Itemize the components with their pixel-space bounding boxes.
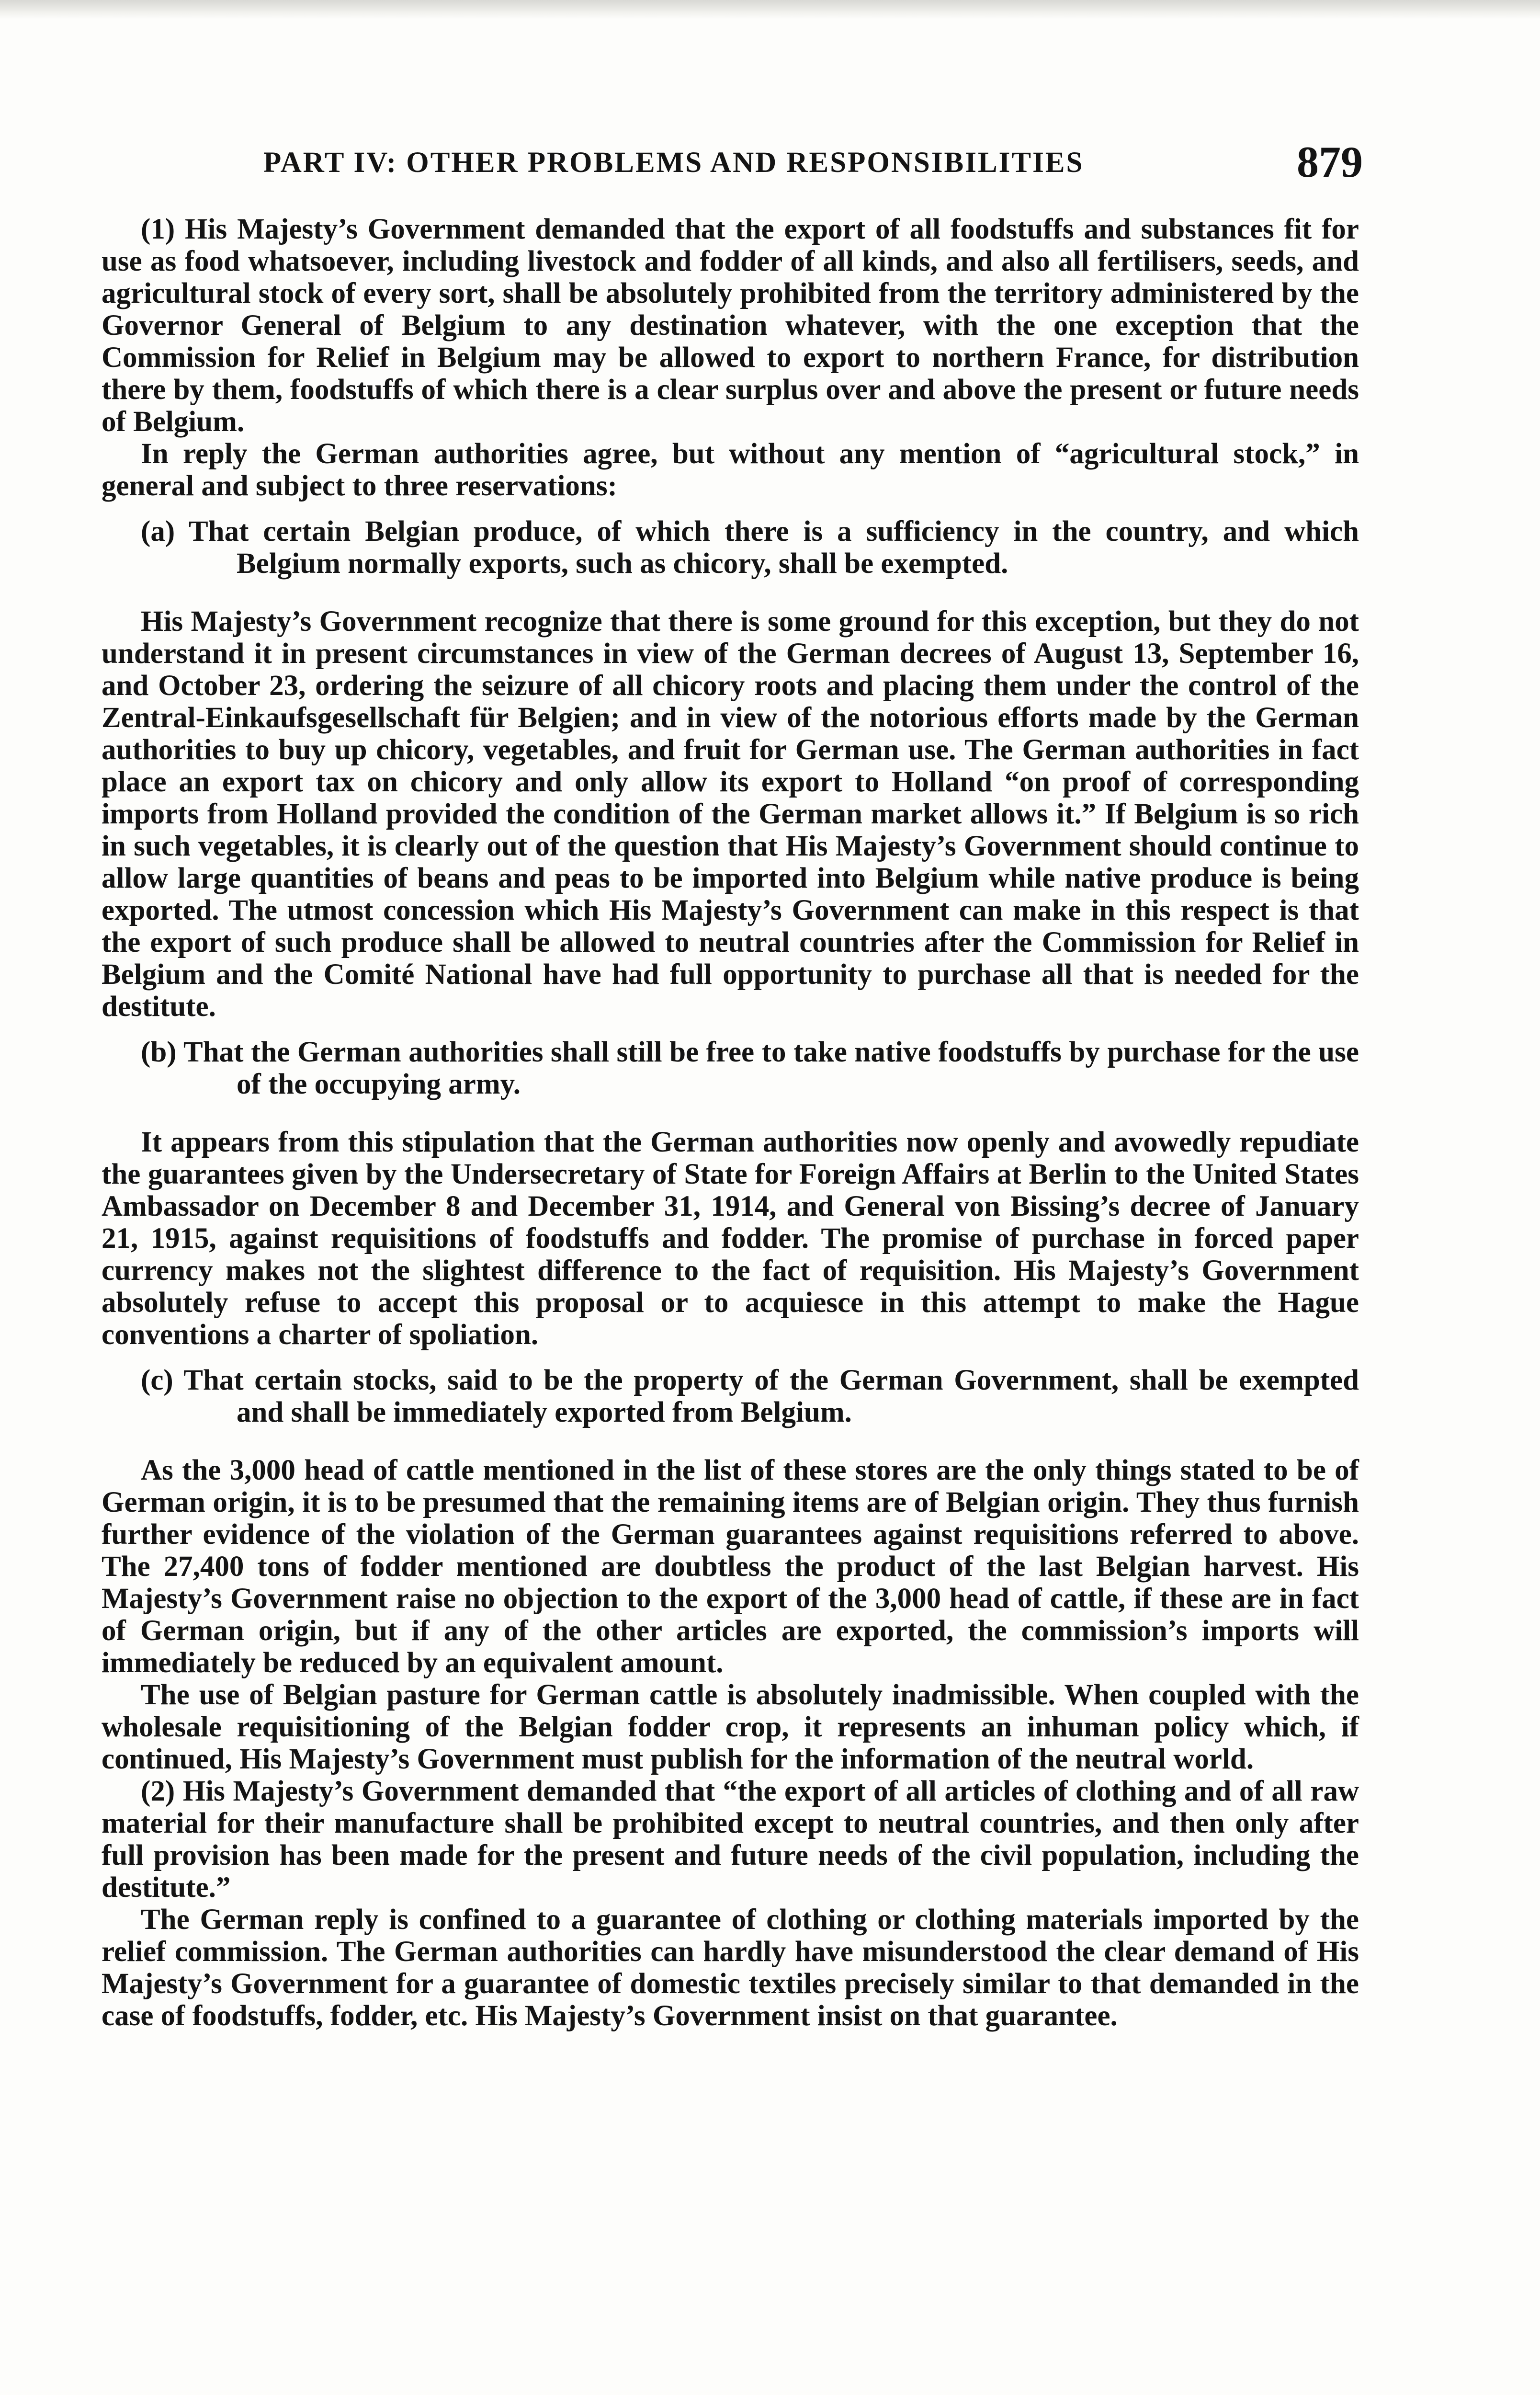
paragraph-cattle-response: As the 3,000 head of cattle mentioned in the list of these stores are the only things stated to be of German origin, it is to be presumed that the remaining items are of Belgian origin. They thus furnish further evidence of the violation of the German guarantees against requisitions referred to above. The 27,400 tons of fodder mentioned are doubtless the product of the last Belgian harvest. His Majesty’s Government raise no objection to the export of the 3,000 head of cattle, if these are in fact of German origin, but if any of the other articles are exported, the commission’s imports will immediately be reduced by an equivalent amount. — [102, 1454, 1359, 1679]
reservation-c: (c) That certain stocks, said to be the property of the German Government, shall be exempted and shall be immediately exported from Belgium. — [141, 1364, 1359, 1428]
page-body — [102, 213, 1359, 2032]
paragraph-chicory-response: His Majesty’s Government recognize that there is some ground for this exception, but they do not understand it in present circumstances in view of the German decrees of August 13, September 16, and October 23, ordering the seizure of all chicory roots and placing them under the control of the Zentral-Einkaufsgesellschaft für Belgien; and in view of the notorious efforts made by the German authorities to buy up chicory, vegetables, and fruit for German use. The German authorities in fact place an export tax on chicory and only allow its export to Holland “on proof of corresponding imports from Holland provided the condition of the German market allows it.” If Belgium is so rich in such vegetables, it is clearly out of the question that His Majesty’s Government should continue to allow large quantities of beans and peas to be imported into Belgium while native produce is being exported. The utmost concession which His Majesty’s Government can make in this respect is that the export of such produce shall be allowed to neutral countries after the Commission for Relief in Belgium and the Comité National have had full opportunity to purchase all that is needed for the destitute. — [102, 605, 1359, 1023]
paragraph-export-demand: (1) His Majesty’s Government demanded that the export of all foodstuffs and substances fit for use as food whatsoever, including livestock and fodder of all kinds, and also all fertilisers, seeds, and agricultural stock of every sort, shall be absolutely prohibited from the territory administered by the Governor General of Belgium to any destination whatever, with the one exception that the Commission for Relief in Belgium may be allowed to export to northern France, for distribution there by them, foodstuffs of which there is a clear surplus over and above the present or future needs of Belgium. — [102, 213, 1359, 438]
reservation-a: (a) That certain Belgian produce, of which there is a sufficiency in the country, and which Belgium normally exports, such as chicory, shall be exempted. — [141, 515, 1359, 580]
paragraph-requisition-response: It appears from this stipulation that the German authorities now openly and avowedly repudiate the guarantees given by the Undersecretary of State for Foreign Affairs at Berlin to the United States Ambassador on December 8 and December 31, 1914, and General von Bissing’s decree of January 21, 1915, against requisitions of foodstuffs and fodder. The promise of purchase in forced paper currency makes not the slightest difference to the fact of requisition. His Majesty’s Government absolutely refuse to accept this proposal or to acquiesce in this attempt to make the Hague conventions a charter of spoliation. — [102, 1126, 1359, 1351]
paragraph-clothing-demand: (2) His Majesty’s Government demanded that “the export of all articles of clothing and of all raw material for their manufacture shall be prohibited except to neutral countries, and then only after full provision has been made for the present and future needs of the civil population, including the destitute.” — [102, 1775, 1359, 1904]
reservation-b: (b) That the German authorities shall still be free to take native foodstuffs by purchase for the use of the occupying army. — [141, 1036, 1359, 1100]
page-number: 879 — [1297, 137, 1363, 186]
paragraph-pasture: The use of Belgian pasture for German cattle is absolutely inadmissible. When coupled with the wholesale requisitioning of the Belgian fodder crop, it represents an inhuman policy which, if continued, His Majesty’s Government must publish for the information of the neutral world. — [102, 1679, 1359, 1775]
paragraph-german-reply: In reply the German authorities agree, but without any mention of “agricultural stock,” in general and subject to three reservations: — [102, 438, 1359, 502]
scan-edge-shading — [0, 0, 1540, 19]
page-header — [101, 137, 1363, 189]
running-head: PART IV: OTHER PROBLEMS AND RESPONSIBILITIES — [263, 147, 1084, 179]
paragraph-clothing-reply: The German reply is confined to a guarantee of clothing or clothing materials imported by the relief commission. The German authorities can hardly have misunderstood the clear demand of His Majesty’s Government for a guarantee of domestic textiles precisely similar to that demanded in the case of foodstuffs, fodder, etc. His Majesty’s Government insist on that guarantee. — [102, 1904, 1359, 2032]
